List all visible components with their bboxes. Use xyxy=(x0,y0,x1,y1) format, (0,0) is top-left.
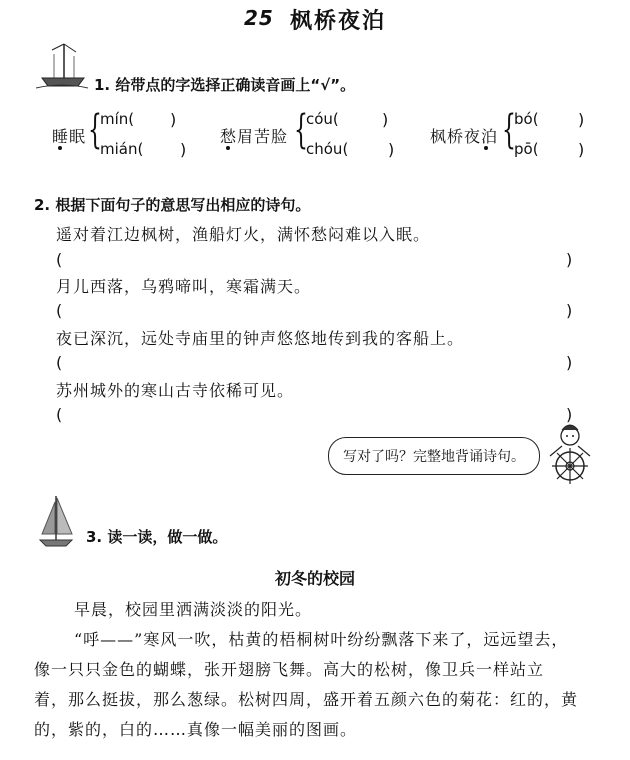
answer-paren-2a[interactable]: ) xyxy=(382,110,389,129)
lesson-number: 25 xyxy=(244,6,274,30)
passage-line-2: “呼——”寒风一吹，枯黄的梧桐树叶纷纷飘落下来了，远远望去， xyxy=(74,630,569,649)
question-3-heading: 3. 读一读，做一做。 xyxy=(86,528,228,546)
q1-option-1a: mín( xyxy=(100,110,135,128)
q1-word-2: 愁眉苦脸 xyxy=(220,127,289,146)
brace: { xyxy=(88,107,102,153)
q2-close-paren: ) xyxy=(566,353,573,372)
q1-option-2b: chóu( xyxy=(306,140,349,158)
q2-sentence-3: 夜已深沉，远处寺庙里的钟声悠悠地传到我的客船上。 xyxy=(56,329,465,348)
passage-line-3: 像一只只金色的蝴蝶，张开翅膀飞舞。高大的松树，像卫兵一样站立 xyxy=(34,660,545,679)
q2-open-paren: ( xyxy=(56,250,63,269)
emphasis-dot xyxy=(226,146,230,150)
q1-option-2a: cóu( xyxy=(306,110,339,128)
passage-line-4: 着，那么挺拔，那么葱绿。松树四周，盛开着五颜六色的菊花：红的，黄 xyxy=(34,690,579,709)
speech-bubble xyxy=(328,437,540,475)
answer-paren-3a[interactable]: ) xyxy=(578,110,585,129)
cartoon-sailor-icon xyxy=(540,422,600,488)
q1-option-1b: mián( xyxy=(100,140,144,158)
q2-close-paren: ) xyxy=(566,405,573,424)
q2-close-paren: ) xyxy=(566,301,573,320)
passage-line-1: 早晨，校园里洒满淡淡的阳光。 xyxy=(74,600,313,619)
q1-word-3: 枫桥夜泊 xyxy=(430,127,499,146)
page-title: 枫桥夜泊 xyxy=(290,8,387,34)
answer-paren-3b[interactable]: ) xyxy=(578,140,585,159)
answer-paren-2b[interactable]: ) xyxy=(388,140,395,159)
q2-sentence-1: 遥对着江边枫树，渔船灯火，满怀愁闷难以入眠。 xyxy=(56,225,431,244)
q2-open-paren: ( xyxy=(56,405,63,424)
q2-open-paren: ( xyxy=(56,301,63,320)
passage-title: 初冬的校园 xyxy=(274,569,355,588)
q2-close-paren: ) xyxy=(566,250,573,269)
q1-option-3a: bó( xyxy=(514,110,539,128)
q1-word-1: 睡眠 xyxy=(52,127,87,146)
speech-bubble-text: 写对了吗？完整地背诵诗句。 xyxy=(343,449,525,465)
answer-paren-1a[interactable]: ) xyxy=(170,110,177,129)
sail-icon xyxy=(36,494,76,550)
brace: { xyxy=(502,107,516,153)
emphasis-dot xyxy=(58,146,62,150)
emphasis-dot xyxy=(484,146,488,150)
brace: { xyxy=(294,107,308,153)
sailboat-icon xyxy=(34,40,90,90)
q2-open-paren: ( xyxy=(56,353,63,372)
answer-paren-1b[interactable]: ) xyxy=(180,140,187,159)
q2-sentence-2: 月儿西落，乌鸦啼叫，寒霜满天。 xyxy=(56,277,312,296)
q1-option-3b: pō( xyxy=(514,140,539,158)
passage-line-5: 的，紫的，白的……真像一幅美丽的图画。 xyxy=(34,720,358,739)
q2-sentence-4: 苏州城外的寒山古寺依稀可见。 xyxy=(56,381,295,400)
question-2-heading: 2. 根据下面句子的意思写出相应的诗句。 xyxy=(34,196,311,214)
question-1-heading: 1. 给带点的字选择正确读音画上“√”。 xyxy=(94,76,356,94)
